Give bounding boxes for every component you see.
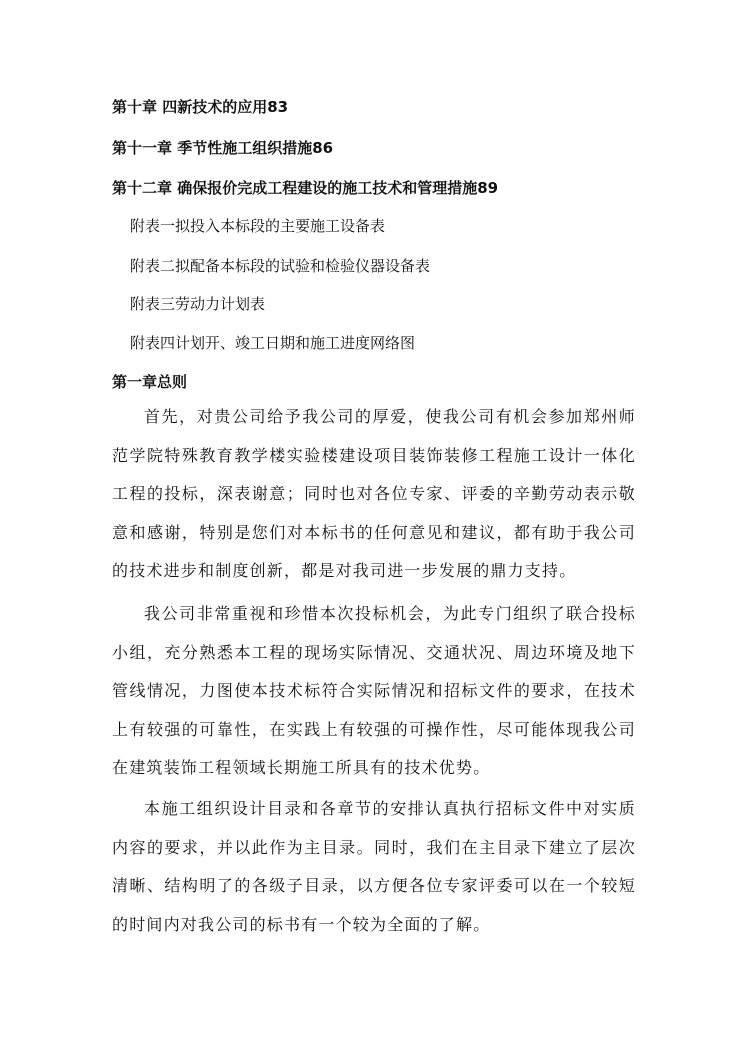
chapter-1-paragraph-3: 本施工组织设计目录和各章节的安排认真执行招标文件中对实质内容的要求，并以此作为主目录。同时，我们在主目录下建立了层次清晰、结构明了的各级子目录，以方便各位专家评委可以在一个较短的时间内对我公司的标书有一个较为全面的了解。	[112, 799, 636, 934]
toc-appendix-1: 附表一拟投入本标段的主要施工设备表	[130, 217, 386, 235]
toc-chapter-12: 第十二章 确保报价完成工程建设的施工技术和管理措施89	[112, 179, 499, 197]
toc-appendix-2: 附表二拟配备本标段的试验和检验仪器设备表	[130, 257, 431, 275]
toc-appendix-4: 附表四计划开、竣工日期和施工进度网络图	[130, 334, 416, 352]
toc-appendix-3: 附表三劳动力计划表	[130, 295, 266, 313]
chapter-1-paragraph-2: 我公司非常重视和珍惜本次投标机会，为此专门组织了联合投标小组，充分熟悉本工程的现场实际情况、交通状况、周边环境及地下管线情况，力图使本技术标符合实际情况和招标文件的要求，在技术上有较强的可靠性，在实践上有较强的可操作性，尽可能体现我公司在建筑装饰工程领域长期施工所具有的技术优势。	[112, 604, 636, 777]
toc-chapter-11: 第十一章 季节性施工组织措施86	[112, 139, 334, 157]
chapter-1-heading: 第一章总则	[112, 373, 188, 391]
toc-chapter-10: 第十章 四新技术的应用83	[112, 98, 289, 116]
chapter-1-paragraph-1: 首先，对贵公司给予我公司的厚爱，使我公司有机会参加郑州师范学院特殊教育教学楼实验楼建设项目装饰装修工程施工设计一体化工程的投标，深表谢意；同时也对各位专家、评委的辛勤劳动表示敬意和感谢，特别是您们对本标书的任何意见和建议，都有助于我公司的技术进步和制度创新，都是对我司进一步发展的鼎力支持。	[112, 407, 636, 580]
